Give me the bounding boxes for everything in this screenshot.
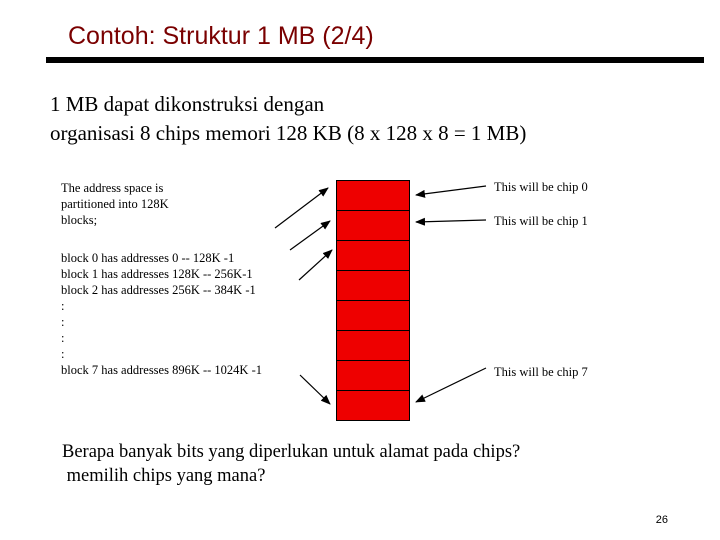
arrow-block-7 (300, 375, 330, 404)
ellipsis-line: : (61, 299, 65, 313)
ellipsis-line: : (61, 315, 65, 329)
partition-note-line-2: partitioned into 128K (61, 197, 169, 211)
arrow-chip-7 (416, 368, 486, 402)
page-number: 26 (655, 514, 668, 526)
intro-text (50, 90, 526, 148)
memory-block-1 (336, 210, 410, 241)
chip-7-label: This will be chip 7 (494, 365, 588, 379)
slide-title: Contoh: Struktur 1 MB (2/4) (68, 22, 374, 50)
memory-block-3 (336, 270, 410, 301)
memory-block-0 (336, 180, 410, 211)
arrow-chip-1 (416, 220, 486, 222)
chip-1-label: This will be chip 1 (494, 214, 588, 228)
memory-block-7 (336, 390, 410, 421)
memory-block-5 (336, 330, 410, 361)
memory-block-4 (336, 300, 410, 331)
arrow-block-0 (275, 188, 328, 228)
arrow-block-1 (290, 221, 330, 250)
block-1-addresses: block 1 has addresses 128K -- 256K-1 (61, 267, 253, 281)
arrow-chip-0 (416, 186, 486, 195)
block-0-addresses: block 0 has addresses 0 -- 128K -1 (61, 251, 235, 265)
question-line-1: Berapa banyak bits yang diperlukan untuk alamat pada chips? (62, 442, 521, 462)
intro-line-1: 1 MB dapat dikonstruksi dengan (50, 92, 325, 116)
arrow-block-2 (299, 250, 332, 280)
memory-block-column (336, 180, 410, 420)
partition-note-line-3: blocks; (61, 213, 98, 227)
partition-note-line-1: The address space is (61, 181, 164, 195)
question-text (62, 440, 520, 488)
memory-block-2 (336, 240, 410, 271)
ellipsis-line: : (61, 347, 65, 361)
ellipsis-line: : (61, 331, 65, 345)
question-line-2: memilih chips yang mana? (62, 466, 266, 486)
block-7-addresses: block 7 has addresses 896K -- 1024K -1 (61, 363, 263, 377)
title-divider (46, 57, 704, 63)
memory-block-6 (336, 360, 410, 391)
intro-line-2: organisasi 8 chips memori 128 KB (8 x 128 x 8 = 1 MB) (50, 121, 527, 145)
chip-0-label: This will be chip 0 (494, 180, 588, 194)
partition-note (61, 180, 169, 228)
block-2-addresses: block 2 has addresses 256K -- 384K -1 (61, 283, 256, 297)
block-address-list (61, 250, 262, 378)
